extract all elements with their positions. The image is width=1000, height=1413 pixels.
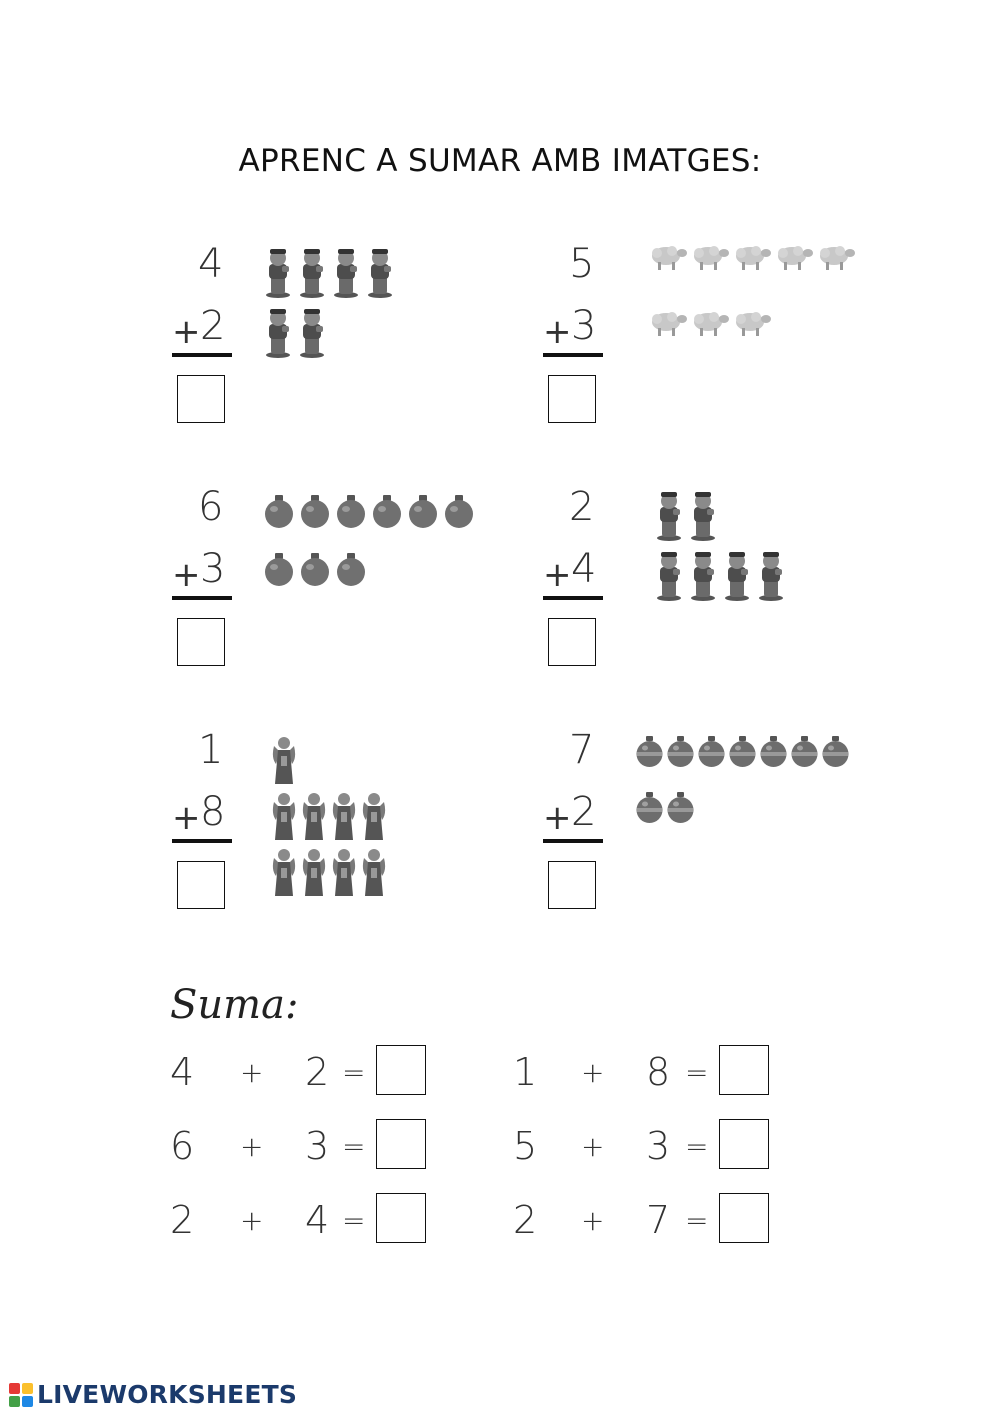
bottom-number: 3 — [200, 546, 226, 592]
picture-row-bottom — [262, 306, 330, 358]
bauble-icon — [442, 493, 476, 529]
answer-box[interactable] — [177, 375, 225, 423]
top-number: 2 — [569, 484, 595, 530]
boy-figure-icon — [296, 246, 328, 298]
sheep-icon — [648, 308, 688, 338]
boy-figure-icon — [653, 489, 685, 541]
angel-figure-icon — [300, 846, 328, 898]
equals-sign: = — [342, 1130, 366, 1163]
sheep-icon — [732, 308, 772, 338]
boy-figure-icon — [262, 306, 294, 358]
angel-figure-icon — [330, 846, 358, 898]
sum-line — [543, 839, 603, 843]
addend-b: 7 — [646, 1198, 671, 1242]
sum-line — [172, 353, 232, 357]
boy-figure-icon — [262, 246, 294, 298]
equals-sign: = — [685, 1204, 709, 1237]
addend-b: 2 — [305, 1050, 330, 1094]
boy-figure-icon — [755, 549, 787, 601]
equals-sign: = — [342, 1204, 366, 1237]
answer-box[interactable] — [719, 1119, 769, 1169]
picture-row-top — [262, 493, 478, 529]
picture-row-bottom — [653, 549, 789, 601]
bottom-number: 8 — [200, 789, 226, 835]
bauble-icon — [262, 493, 296, 529]
picture-row-bottom — [270, 846, 390, 898]
sheep-icon — [732, 242, 772, 272]
boy-figure-icon — [687, 489, 719, 541]
sheep-icon — [648, 242, 688, 272]
sum-line — [172, 596, 232, 600]
boy-figure-icon — [296, 306, 328, 358]
logo-text: LIVEWORKSHEETS — [37, 1380, 298, 1409]
bauble-icon — [666, 790, 695, 826]
answer-box[interactable] — [376, 1119, 426, 1169]
addend-a: 4 — [170, 1050, 195, 1094]
bottom-number: 4 — [571, 546, 597, 592]
bauble-icon — [262, 551, 296, 587]
top-number: 1 — [198, 727, 224, 773]
top-number: 4 — [198, 241, 224, 287]
picture-row-top — [648, 242, 858, 272]
angel-figure-icon — [270, 734, 298, 786]
answer-box[interactable] — [719, 1193, 769, 1243]
addend-b: 3 — [305, 1124, 330, 1168]
addend-b: 3 — [646, 1124, 671, 1168]
equals-sign: = — [685, 1056, 709, 1089]
angel-figure-icon — [360, 846, 388, 898]
addition-problem-5 — [172, 728, 502, 928]
bauble-icon — [635, 734, 664, 770]
answer-box[interactable] — [177, 618, 225, 666]
bauble-icon — [821, 734, 850, 770]
answer-box[interactable] — [548, 375, 596, 423]
picture-row-top — [635, 734, 852, 770]
picture-row-middle — [270, 790, 390, 842]
angel-figure-icon — [270, 790, 298, 842]
bottom-number: 2 — [200, 303, 226, 349]
angel-figure-icon — [270, 846, 298, 898]
plus-sign: + — [581, 1056, 605, 1089]
equals-sign: = — [685, 1130, 709, 1163]
addition-problem-3 — [172, 485, 502, 685]
plus-sign: + — [543, 798, 572, 838]
page-title: APRENC A SUMAR AMB IMATGES: — [238, 142, 762, 179]
equals-sign: = — [342, 1056, 366, 1089]
bauble-icon — [728, 734, 757, 770]
picture-row-bottom — [648, 308, 774, 338]
sum-line — [543, 596, 603, 600]
plus-sign: + — [172, 798, 201, 838]
answer-box[interactable] — [548, 618, 596, 666]
bottom-number: 2 — [571, 789, 597, 835]
addend-a: 5 — [513, 1124, 538, 1168]
angel-figure-icon — [360, 790, 388, 842]
plus-sign: + — [240, 1204, 264, 1237]
bauble-icon — [298, 493, 332, 529]
picture-row-bottom — [262, 551, 370, 587]
sheep-icon — [816, 242, 856, 272]
sum-line — [543, 353, 603, 357]
answer-box[interactable] — [548, 861, 596, 909]
picture-row-top — [653, 489, 721, 541]
picture-row-top — [270, 734, 300, 786]
suma-heading: Suma: — [170, 982, 299, 1028]
addend-a: 1 — [513, 1050, 538, 1094]
boy-figure-icon — [721, 549, 753, 601]
bauble-icon — [370, 493, 404, 529]
picture-row-top — [262, 246, 398, 298]
plus-sign: + — [172, 555, 201, 595]
bauble-icon — [635, 790, 664, 826]
liveworksheets-logo[interactable] — [8, 1380, 297, 1409]
bauble-icon — [759, 734, 788, 770]
sheep-icon — [690, 308, 730, 338]
addition-problem-1 — [172, 242, 502, 442]
sheep-icon — [690, 242, 730, 272]
addend-a: 2 — [170, 1198, 195, 1242]
top-number: 6 — [198, 484, 224, 530]
plus-sign: + — [172, 312, 201, 352]
addition-problem-6 — [543, 728, 873, 928]
sum-line — [172, 839, 232, 843]
bauble-icon — [697, 734, 726, 770]
picture-row-bottom — [635, 790, 697, 826]
plus-sign: + — [543, 312, 572, 352]
bauble-icon — [666, 734, 695, 770]
liveworksheets-logo-icon — [8, 1382, 34, 1408]
boy-figure-icon — [687, 549, 719, 601]
answer-box[interactable] — [376, 1193, 426, 1243]
addend-a: 6 — [170, 1124, 195, 1168]
bauble-icon — [406, 493, 440, 529]
plus-sign: + — [240, 1130, 264, 1163]
boy-figure-icon — [330, 246, 362, 298]
sheep-icon — [774, 242, 814, 272]
angel-figure-icon — [330, 790, 358, 842]
plus-sign: + — [581, 1204, 605, 1237]
addend-b: 4 — [305, 1198, 330, 1242]
top-number: 7 — [569, 727, 595, 773]
addition-problem-4 — [543, 485, 873, 685]
plus-sign: + — [240, 1056, 264, 1089]
addend-a: 2 — [513, 1198, 538, 1242]
addend-b: 8 — [646, 1050, 671, 1094]
answer-box[interactable] — [719, 1045, 769, 1095]
boy-figure-icon — [653, 549, 685, 601]
angel-figure-icon — [300, 790, 328, 842]
bottom-number: 3 — [571, 303, 597, 349]
addition-problem-2 — [543, 242, 873, 442]
bauble-icon — [298, 551, 332, 587]
bauble-icon — [334, 493, 368, 529]
answer-box[interactable] — [376, 1045, 426, 1095]
answer-box[interactable] — [177, 861, 225, 909]
plus-sign: + — [581, 1130, 605, 1163]
bauble-icon — [334, 551, 368, 587]
bauble-icon — [790, 734, 819, 770]
top-number: 5 — [569, 241, 595, 287]
boy-figure-icon — [364, 246, 396, 298]
plus-sign: + — [543, 555, 572, 595]
